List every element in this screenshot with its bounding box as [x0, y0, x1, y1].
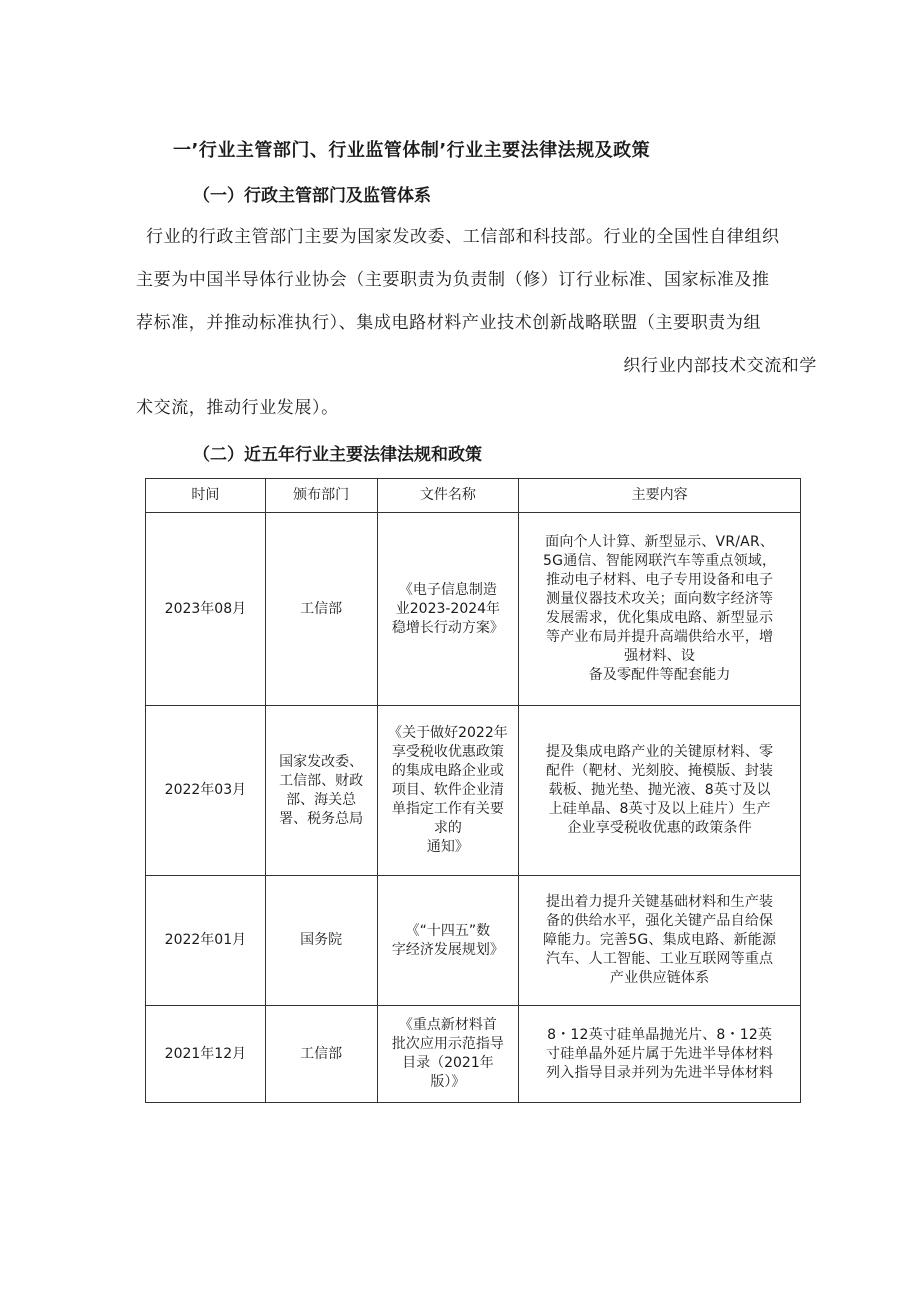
table-row — [146, 706, 801, 876]
cell-content — [519, 1006, 801, 1103]
cell-dept — [265, 513, 377, 706]
cell-doc-line: 《电子信息制造 — [398, 581, 497, 598]
cell-doc-line: 通知》 — [426, 839, 469, 855]
cell-doc-name — [377, 513, 519, 706]
table-row — [146, 876, 801, 1006]
cell-content-line: 提及集成电路产业的关键原材料、零 — [546, 744, 774, 760]
cell-time: 2022年03月 — [146, 706, 266, 876]
cell-doc-name — [377, 1006, 519, 1103]
cell-dept-line: 部、海关总 — [286, 791, 357, 808]
cell-doc-line: 享受税收优惠政策 — [391, 744, 504, 760]
cell-dept-line: 署、税务总局 — [279, 810, 364, 827]
cell-doc-line: 版）》 — [430, 1074, 466, 1090]
cell-doc-line: 单指定工作有关要 — [391, 801, 504, 817]
cell-content-line: 提出着力提升关键基础材料和生产装 — [546, 894, 774, 910]
cell-dept-line: 国务院 — [300, 932, 343, 948]
policy-table — [145, 478, 801, 1103]
cell-content-line: 发展需求，优化集成电路、新型显示 — [546, 610, 774, 626]
cell-dept-line: 工信部、财政 — [279, 772, 364, 789]
cell-doc-name — [377, 876, 519, 1006]
section-title-admin: （一）行政主管部门及监管体系 — [193, 186, 431, 206]
cell-content-line: 强材料、设 — [624, 648, 696, 664]
table-row — [146, 513, 801, 706]
cell-dept — [265, 706, 377, 876]
header-dept: 颁布部门 — [265, 479, 377, 513]
cell-content — [519, 706, 801, 876]
paragraph-line: 织行业内部技术交流和学 — [623, 356, 817, 376]
header-content: 主要内容 — [519, 479, 801, 513]
cell-doc-line: 稳增长行动方案》 — [391, 619, 504, 636]
cell-doc-line: 字经济发展规划》 — [391, 941, 504, 958]
cell-content-line: 列入指导目录并列为先进半导体材料 — [546, 1064, 774, 1081]
cell-doc-line: 求的 — [433, 820, 462, 836]
cell-time: 2022年01月 — [146, 876, 266, 1006]
cell-content-line: 汽车、人工智能、工业互联网等重点 — [546, 951, 774, 967]
cell-dept-line: 工信部 — [300, 1045, 343, 1062]
cell-time: 2023年08月 — [146, 513, 266, 706]
cell-content-line: 测量仪器技术攻关；面向数字经济等 — [546, 591, 774, 607]
table-body — [146, 513, 801, 1103]
cell-dept-line: 国家发改委、 — [279, 753, 364, 770]
cell-time: 2021年12月 — [146, 1006, 266, 1103]
cell-content-line: 寸硅单晶外延片属于先进半导体材料 — [546, 1045, 774, 1062]
header-time: 时间 — [146, 479, 266, 513]
paragraph-line: 主要为中国半导体行业协会（主要职责为负责制（修）订行业标准、国家标准及推 — [136, 270, 770, 290]
cell-dept-line: 工信部 — [300, 600, 343, 617]
cell-doc-line: 《重点新材料首 — [398, 1017, 497, 1033]
cell-doc-line: 《“十四五”数 — [405, 922, 491, 939]
cell-doc-line: 《关于做好2022年 — [388, 725, 508, 741]
cell-content-line: 等产业布局并提升高端供给水平，增 — [546, 629, 774, 645]
cell-content-line: 企业享受税收优惠的政策条件 — [567, 820, 752, 836]
cell-content-line: 备及零配件等配套能力 — [588, 667, 731, 683]
cell-content-line: 8・12英寸硅单晶抛光片、8・12英 — [547, 1026, 773, 1043]
cell-doc-line: 业2023-2024年 — [395, 600, 501, 617]
table-row — [146, 1006, 801, 1103]
main-heading: 一’行业主管部门、行业监管体制’行业主要法律法规及政策 — [173, 140, 651, 161]
cell-content-line: 面向个人计算、新型显示、VR/AR、 — [545, 534, 775, 550]
cell-doc-name — [377, 706, 519, 876]
cell-doc-line: 目录（2021年 — [402, 1055, 494, 1071]
cell-content-line: 配件（靶材、光刻胶、掩模版、封装 — [546, 763, 774, 779]
paragraph-line: 行业的行政主管部门主要为国家发改委、工信部和科技部。行业的全国性自律组织 — [146, 227, 780, 247]
cell-content-line: 备的供给水平，强化关键产品自给保 — [546, 913, 774, 929]
paragraph-line: 荐标准，并推动标准执行）、集成电路材料产业技术创新战略联盟（主要职责为组 — [136, 313, 762, 333]
table-header-row — [146, 479, 801, 513]
cell-content-line: 5G通信、智能网联汽车等重点领域， — [543, 553, 777, 569]
cell-content-line: 产业供应链体系 — [609, 970, 710, 986]
cell-doc-line: 项目、软件企业清 — [391, 782, 504, 798]
cell-content-line: 推动电子材料、电子专用设备和电子 — [546, 572, 774, 588]
cell-doc-line: 批次应用示范指导 — [391, 1036, 504, 1052]
cell-dept — [265, 1006, 377, 1103]
section-title-policies: （二）近五年行业主要法律法规和政策 — [193, 445, 482, 465]
cell-content-line: 障能力。完善5G、集成电路、新能源 — [543, 932, 777, 948]
cell-dept — [265, 876, 377, 1006]
header-doc-name: 文件名称 — [377, 479, 519, 513]
cell-content-line: 载板、抛光垫、抛光液、8英寸及以 — [548, 782, 771, 798]
cell-content — [519, 876, 801, 1006]
cell-doc-line: 的集成电路企业或 — [391, 763, 504, 779]
cell-content-line: 上硅单晶、8英寸及以上硅片）生产 — [548, 801, 771, 817]
paragraph-line: 术交流，推动行业发展）。 — [136, 398, 339, 418]
cell-content — [519, 513, 801, 706]
